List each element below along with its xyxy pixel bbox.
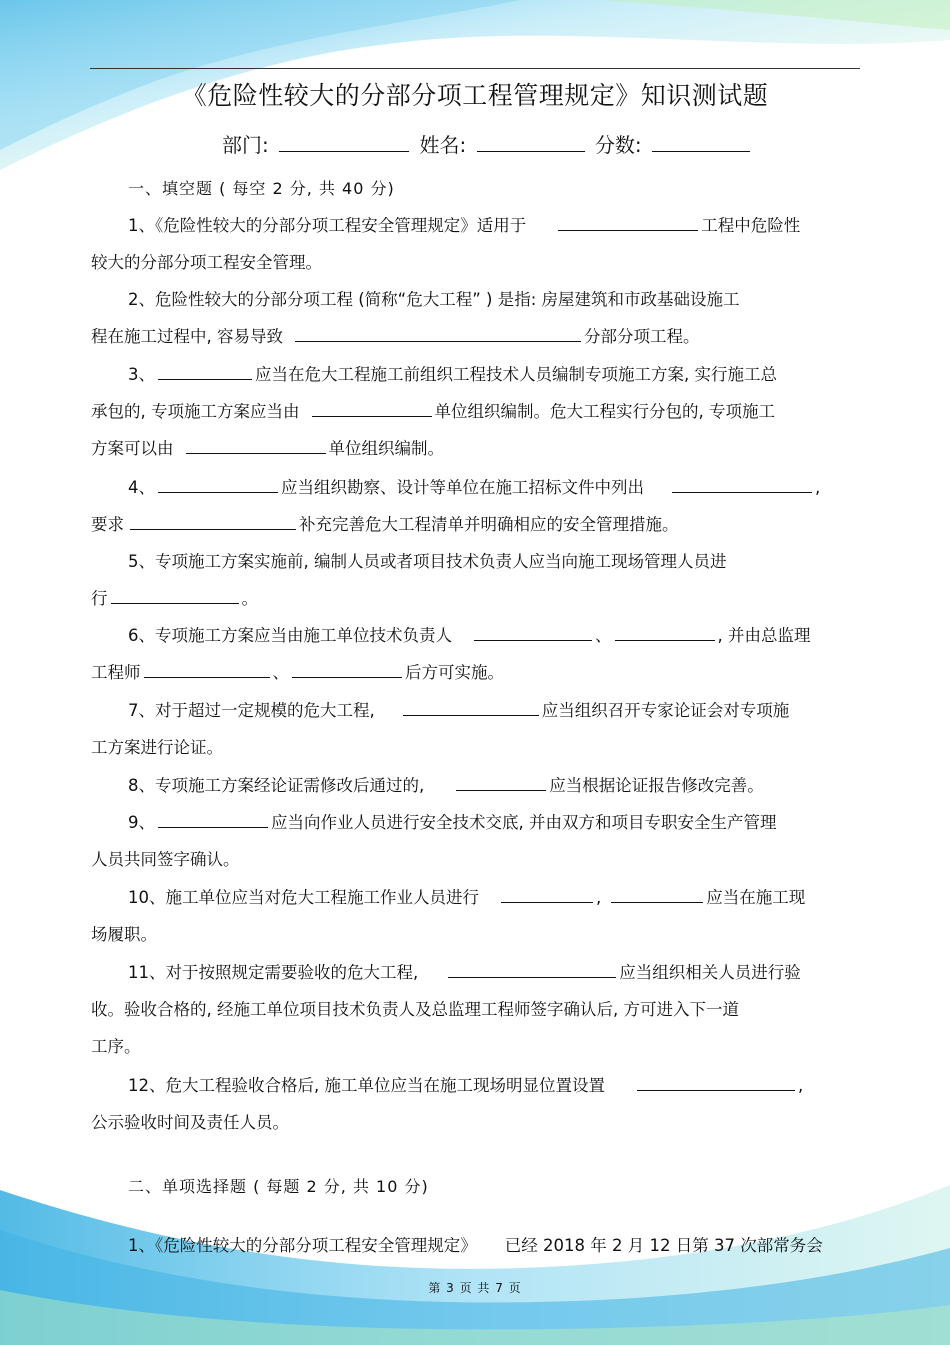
question-1 (91, 207, 856, 281)
question-text: 程在施工过程中, 容易导致 (91, 327, 283, 346)
question-text: 5、专项施工方案实施前, 编制人员或者项目技术负责人应当向施工现场管理人员进 (128, 552, 727, 571)
page-footer: 第 3 页 共 7 页 (428, 1281, 522, 1295)
question-text: 12、危大工程验收合格后, 施工单位应当在施工现场明显位置设置 (128, 1076, 605, 1095)
question-text: 、 (272, 663, 289, 682)
question-9 (91, 804, 856, 878)
question-text: 较大的分部分项工程安全管理。 (91, 253, 322, 272)
answer-blank[interactable] (474, 626, 592, 641)
question-text: 应当在危大工程施工前组织工程技术人员编制专项施工方案, 实行施工总 (255, 365, 777, 384)
answer-blank[interactable] (403, 701, 539, 716)
question-text: 1、《危险性较大的分部分项工程安全管理规定》 (128, 1236, 477, 1255)
answer-blank[interactable] (448, 963, 616, 978)
question-text: 单位组织编制。危大工程实行分包的, 专项施工 (434, 402, 775, 421)
answer-blank[interactable] (295, 327, 581, 342)
question-4 (91, 469, 856, 543)
dept-field[interactable] (279, 133, 409, 152)
question-text: 应当向作业人员进行安全技术交底, 并由双方和项目专职安全生产管理 (271, 813, 777, 832)
question-text: 11、对于按照规定需要验收的危大工程, (128, 963, 419, 982)
question-text: 方案可以由 (91, 439, 174, 458)
top-divider (90, 68, 860, 69)
question-text: 行 (91, 589, 108, 608)
answer-blank[interactable] (456, 776, 546, 791)
name-field[interactable] (477, 133, 585, 152)
question-text: 应当在施工现 (706, 888, 806, 907)
question-text: 2、危险性较大的分部分项工程 (简称“危大工程” ) 是指: 房屋建筑和市政基础设施工 (128, 290, 740, 309)
answer-blank[interactable] (558, 216, 698, 231)
question-text: , 并由总监理 (717, 626, 811, 645)
question-text: 10、施工单位应当对危大工程施工作业人员进行 (128, 888, 479, 907)
question-text: , (596, 888, 602, 907)
question-10 (91, 879, 856, 953)
question-text: 人员共同签字确认。 (91, 850, 240, 869)
answer-blank[interactable] (186, 439, 326, 454)
question-text: 8、专项施工方案经论证需修改后通过的, (128, 776, 425, 795)
question-text: 应当组织召开专家论证会对专项施 (541, 701, 790, 720)
answer-blank[interactable] (111, 589, 239, 604)
question-12 (91, 1067, 856, 1141)
question-text: 补充完善危大工程清单并明确相应的安全管理措施。 (299, 515, 679, 534)
question-text: 已经 2018 年 2 月 12 日第 37 次部常务会 (504, 1236, 823, 1255)
answer-blank[interactable] (144, 663, 270, 678)
info-line (222, 129, 754, 158)
answer-blank[interactable] (637, 1076, 795, 1091)
answer-blank[interactable] (158, 478, 278, 493)
answer-blank[interactable] (158, 365, 252, 380)
dept-label: 部门: (222, 133, 269, 157)
question-text: 、 (595, 626, 612, 645)
question-8 (91, 767, 856, 804)
question-text: 要求 (91, 515, 124, 534)
question-6 (91, 617, 856, 691)
question-text: 应当组织勘察、设计等单位在施工招标文件中列出 (281, 478, 644, 497)
score-label: 分数: (594, 133, 642, 157)
answer-blank[interactable] (501, 888, 593, 903)
question-text: 场履职。 (91, 925, 157, 944)
question-text: 应当根据论证报告修改完善。 (549, 776, 764, 795)
question-text: 应当组织相关人员进行验 (619, 963, 801, 982)
answer-blank[interactable] (292, 663, 402, 678)
question-text: 工序。 (91, 1037, 141, 1056)
question-text: 工程中危险性 (701, 216, 801, 235)
question-text: 6、专项施工方案应当由施工单位技术负责人 (128, 626, 452, 645)
question-text: 1、《危险性较大的分部分项工程安全管理规定》适用于 (128, 216, 527, 235)
answer-blank[interactable] (615, 626, 715, 641)
section-heading-single-choice: 二、单项选择题 ( 每题 2 分, 共 10 分) (128, 1177, 429, 1196)
question-text: , (815, 478, 821, 497)
question-text: 承包的, 专项施工方案应当由 (91, 402, 300, 421)
question-11 (91, 954, 856, 1065)
question-text: 分部分项工程。 (584, 327, 700, 346)
question-text: 工程师 (91, 663, 141, 682)
question-text: 收。验收合格的, 经施工单位项目技术负责人及总监理工程师签字确认后, 方可进入下一道 (91, 1000, 739, 1019)
question-text: 单位组织编制。 (328, 439, 444, 458)
section-heading-fill-in: 一、填空题 ( 每空 2 分, 共 40 分) (128, 179, 395, 198)
question-3 (91, 356, 856, 467)
question-text: , (798, 1076, 804, 1095)
question-text: 3、 (128, 365, 155, 384)
answer-blank[interactable] (312, 402, 432, 417)
page-title: 《危险性较大的分部分项工程管理规定》知识测试题 (181, 81, 769, 110)
question-text: 7、对于超过一定规模的危大工程, (128, 701, 375, 720)
answer-blank[interactable] (158, 813, 268, 828)
question-2 (91, 281, 856, 355)
name-label: 姓名: (419, 133, 467, 157)
question-text: 9、 (128, 813, 155, 832)
question-text: 后方可实施。 (405, 663, 504, 682)
question-7 (91, 692, 856, 766)
question-5 (91, 543, 856, 617)
question-text: 。 (241, 589, 258, 608)
question-text: 工方案进行论证。 (91, 738, 223, 757)
score-field[interactable] (652, 133, 750, 152)
answer-blank[interactable] (672, 478, 812, 493)
question-text: 公示验收时间及责任人员。 (91, 1113, 289, 1132)
question-text: 4、 (128, 478, 155, 497)
answer-blank[interactable] (611, 888, 703, 903)
answer-blank[interactable] (130, 515, 296, 530)
choice-question-1 (91, 1227, 856, 1264)
